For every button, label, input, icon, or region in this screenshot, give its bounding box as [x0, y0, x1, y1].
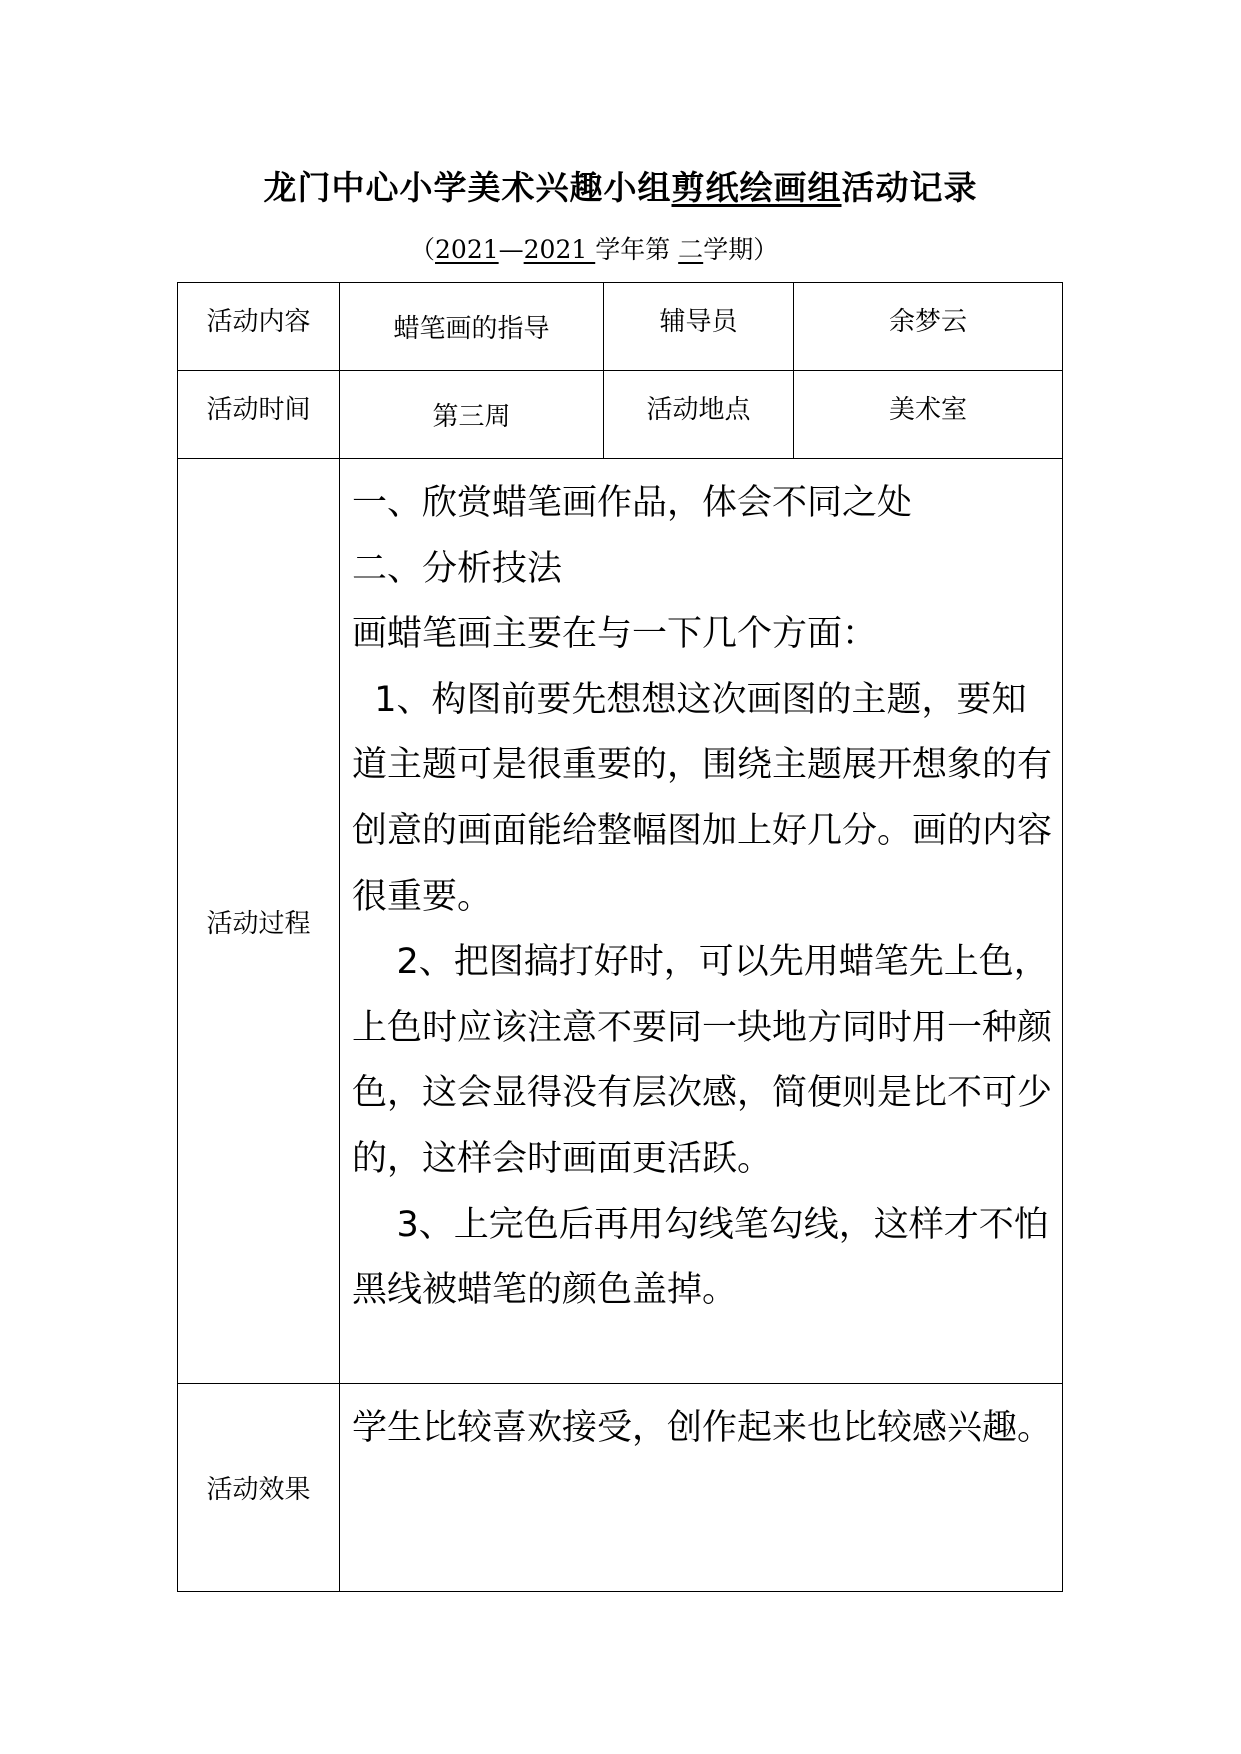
title-prefix: 龙门中心小学美术兴趣小组	[263, 168, 672, 207]
term-number: 二	[678, 235, 704, 264]
process-point-3: 3、上完色后再用勾线笔勾线，这样才不怕黑线被蜡笔的颜色盖掉。	[352, 1204, 1049, 1311]
instructor-label: 辅导员	[604, 283, 794, 371]
table-row	[178, 283, 1063, 371]
school-year-line	[410, 230, 830, 266]
term-label: 学期）	[703, 235, 779, 264]
title-group-name: 剪纸绘画组	[671, 168, 842, 207]
year-start: 2021	[435, 235, 499, 264]
process-line-3: 画蜡笔画主要在与一下几个方面：	[352, 614, 878, 655]
activity-process-content	[340, 459, 1063, 1384]
table-row	[178, 1384, 1063, 1592]
activity-content-value: 蜡笔画的指导	[340, 283, 604, 371]
activity-location-value: 美术室	[794, 371, 1063, 459]
activity-time-value: 第三周	[340, 371, 604, 459]
table-row	[178, 459, 1063, 1384]
activity-effect-label: 活动效果	[178, 1384, 340, 1592]
year-dash: —	[498, 235, 524, 264]
activity-location-label: 活动地点	[604, 371, 794, 459]
activity-time-label: 活动时间	[178, 371, 340, 459]
process-line-1: 一、欣赏蜡笔画作品，体会不同之处	[352, 483, 913, 523]
paren-open: （	[410, 235, 436, 264]
activity-content-label: 活动内容	[178, 283, 340, 371]
document-title	[0, 162, 1241, 209]
instructor-value: 余梦云	[794, 283, 1063, 371]
process-point-2: 2、把图搞打好时，可以先用蜡笔先上色，上色时应该注意不要同一块地方同时用一种颜色，这会显得没有层次感，简便则是比不可少的，这样会时画面更活跃。	[352, 942, 1053, 1179]
activity-process-label: 活动过程	[178, 459, 340, 1384]
title-suffix: 活动记录	[841, 168, 978, 207]
year-end: 2021	[523, 235, 596, 264]
activity-effect-content	[340, 1384, 1063, 1592]
effect-text: 学生比较喜欢接受，创作起来也比较感兴趣。	[352, 1408, 1053, 1448]
table-row	[178, 371, 1063, 459]
activity-record-table	[177, 282, 1063, 1592]
school-year-label: 学年第	[595, 235, 679, 264]
process-line-2: 二、分析技法	[352, 548, 563, 589]
process-point-1: 1、构图前要先想想这次画图的主题，要知道主题可是很重要的，围绕主题展开想象的有创意的画面能给整幅图加上好几分。画的内容很重要。	[352, 679, 1053, 917]
